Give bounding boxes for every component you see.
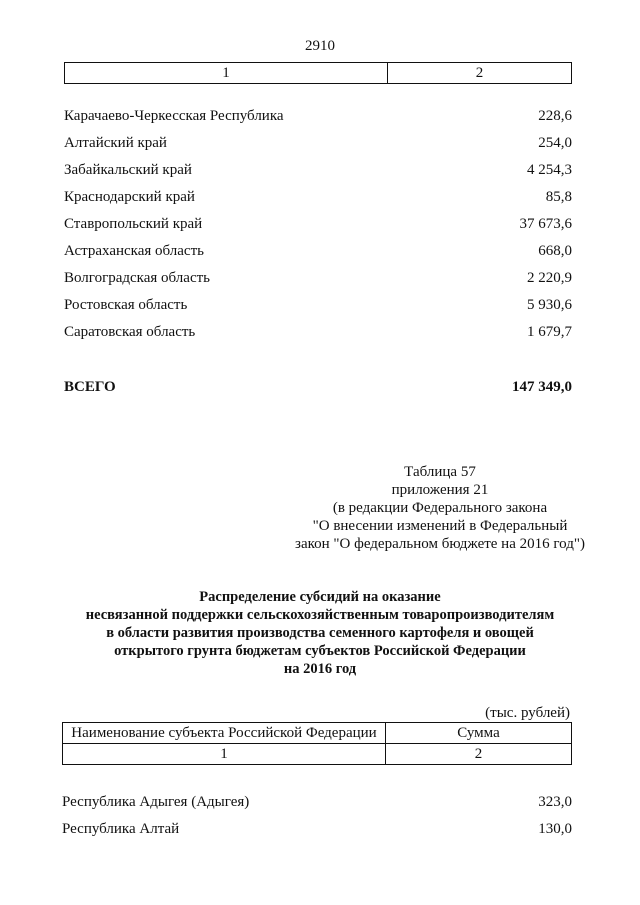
region-name: Краснодарский край: [64, 189, 195, 205]
units-label: (тыс. рублей): [485, 705, 570, 721]
table-row: [64, 268, 572, 288]
table-row: [64, 133, 572, 153]
page-number: 2910: [305, 38, 335, 54]
region-amount: 668,0: [538, 243, 572, 259]
column-number-2: 2: [388, 63, 572, 84]
region-amount: 5 930,6: [527, 297, 572, 313]
document-title: [60, 588, 580, 678]
table-caption: [240, 463, 640, 553]
table-row: [64, 241, 572, 261]
region-name: Астраханская область: [64, 243, 204, 259]
total-label: ВСЕГО: [64, 379, 116, 395]
title-line: открытого грунта бюджетам субъектов Российской Федерации: [114, 643, 526, 659]
region-name: Волгоградская область: [64, 270, 210, 286]
table-row: [62, 792, 572, 812]
caption-line: Таблица 57: [404, 464, 476, 480]
region-name: Ставропольский край: [64, 216, 203, 232]
table-row: [64, 295, 572, 315]
caption-line: (в редакции Федерального закона: [332, 500, 548, 516]
region-amount: 323,0: [538, 794, 572, 810]
region-amount: 254,0: [538, 135, 572, 151]
region-amount: 1 679,7: [527, 324, 572, 340]
column-number-2: 2: [386, 744, 572, 765]
region-name: Республика Алтай: [62, 821, 180, 837]
table-row: [64, 160, 572, 180]
region-amount: 228,6: [538, 108, 572, 124]
region-amount: 2 220,9: [527, 270, 572, 286]
title-line: несвязанной поддержки сельскохозяйственным товаропроизводителям: [85, 607, 555, 623]
table-row: [62, 819, 572, 839]
region-amount: 4 254,3: [527, 162, 572, 178]
caption-line: приложения 21: [391, 482, 489, 498]
table-row: [64, 214, 572, 234]
region-amount: 130,0: [538, 821, 572, 837]
region-name: Алтайский край: [64, 135, 167, 151]
table-row: [64, 106, 572, 126]
region-amount: 37 673,6: [519, 216, 572, 232]
table-row: [64, 187, 572, 207]
column-number-1: 1: [63, 744, 386, 765]
region-amount: 85,8: [545, 189, 572, 205]
header-region-name: Наименование субъекта Российской Федерации: [63, 723, 386, 744]
region-name: Карачаево-Черкесская Республика: [64, 108, 284, 124]
caption-line: "О внесении изменений в Федеральный: [312, 518, 568, 534]
header-sum: Сумма: [386, 723, 572, 744]
title-line: в области развития производства семенного картофеля и овощей: [106, 625, 534, 641]
region-name: Республика Адыгея (Адыгея): [62, 794, 250, 810]
region-name: Саратовская область: [64, 324, 196, 340]
column-number-header: [64, 62, 572, 84]
title-line: Распределение субсидий на оказание: [199, 589, 441, 605]
region-name: Ростовская область: [64, 297, 188, 313]
total-row: [64, 377, 572, 397]
title-line: на 2016 год: [283, 661, 357, 677]
table-row: [64, 322, 572, 342]
total-amount: 147 349,0: [512, 379, 572, 395]
column-number-1: 1: [65, 63, 388, 84]
region-name: Забайкальский край: [64, 162, 192, 178]
distribution-table-header: [62, 722, 572, 765]
caption-line: закон "О федеральном бюджете на 2016 год"): [295, 536, 585, 552]
